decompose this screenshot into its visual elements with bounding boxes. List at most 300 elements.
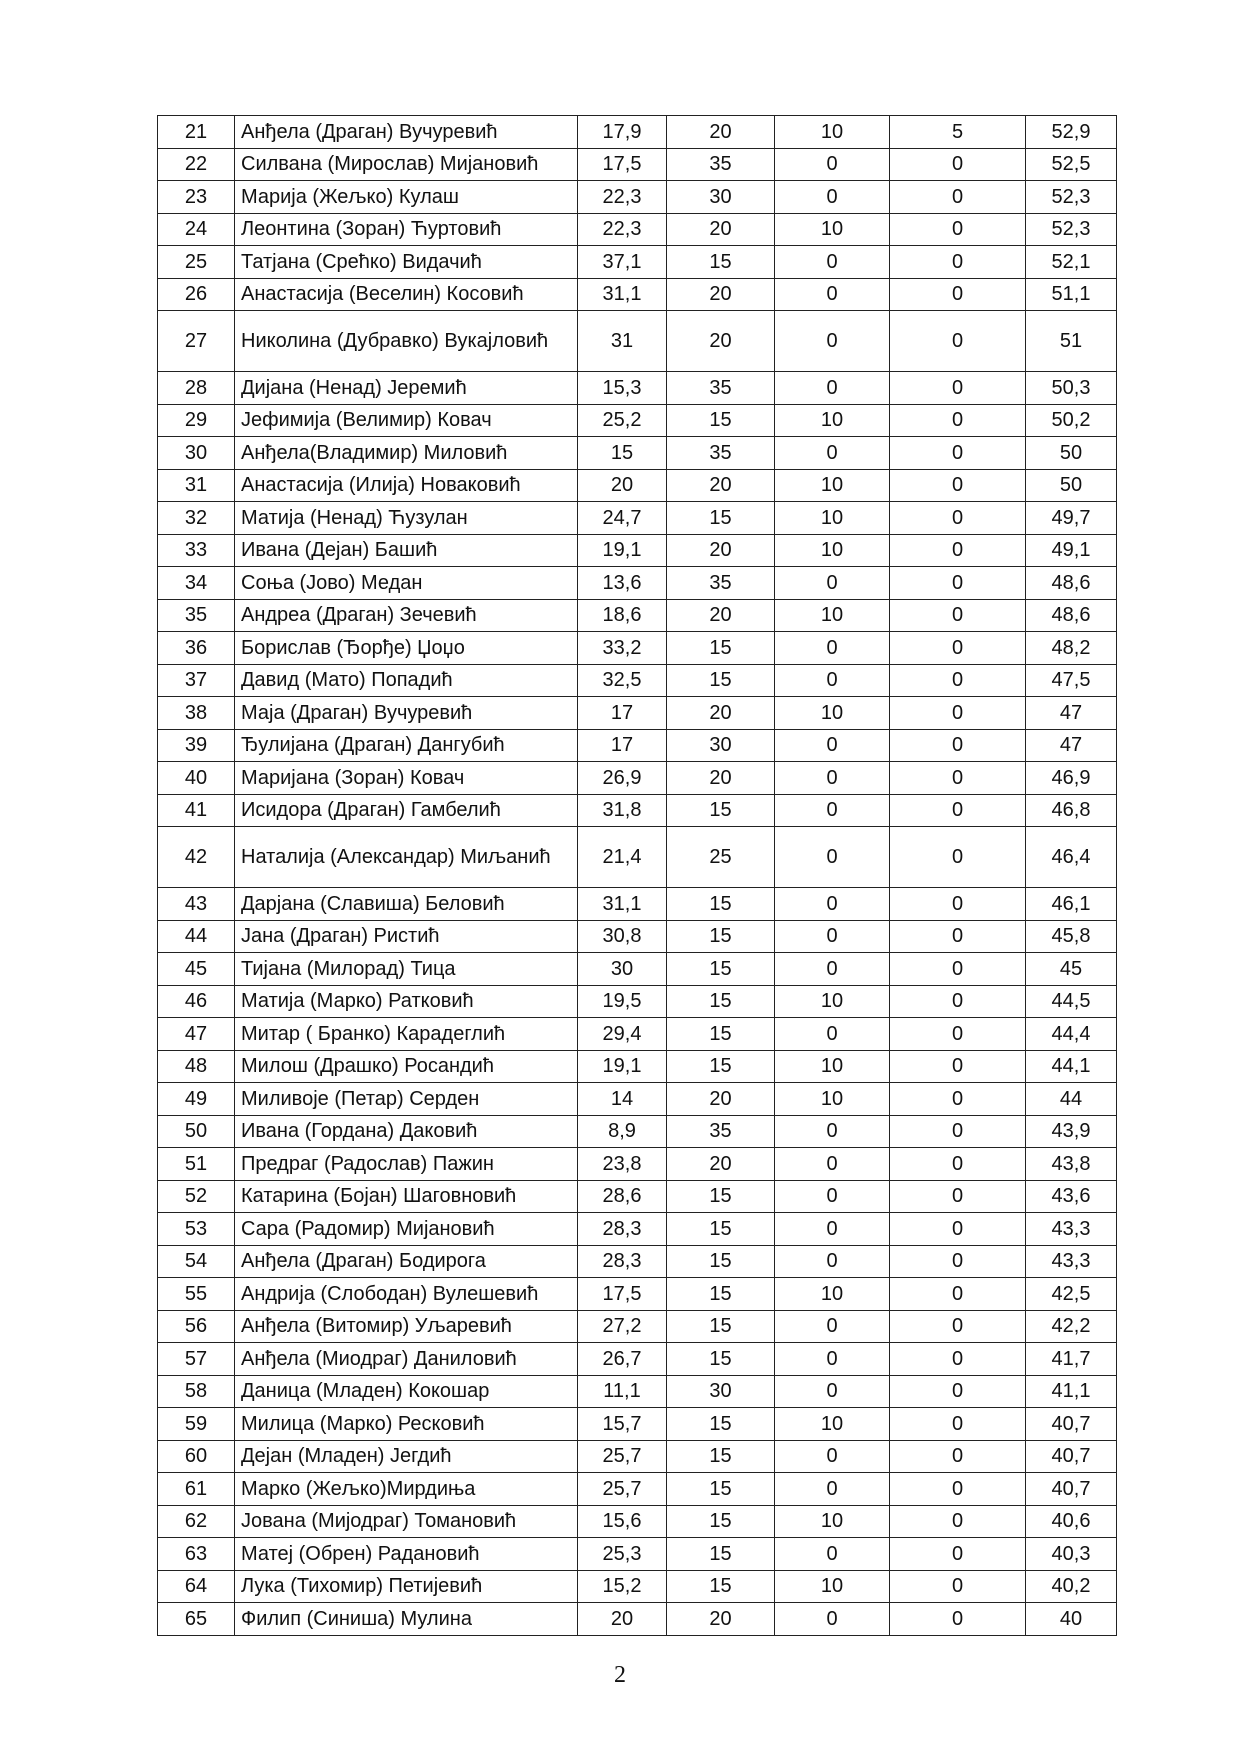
total-cell: 42,2	[1026, 1310, 1117, 1343]
total-cell: 49,7	[1026, 502, 1117, 535]
points-a-cell: 15	[667, 1245, 775, 1278]
points-c-cell: 0	[890, 311, 1026, 372]
points-b-cell: 0	[775, 729, 890, 762]
name-cell: Сара (Радомир) Мијановић	[235, 1213, 578, 1246]
score-cell: 37,1	[578, 246, 667, 279]
score-cell: 30,8	[578, 920, 667, 953]
rank-cell: 47	[158, 1018, 235, 1051]
points-a-cell: 35	[667, 372, 775, 405]
rank-cell: 32	[158, 502, 235, 535]
name-cell: Борислав (Ђорђе) Џоџо	[235, 632, 578, 665]
score-cell: 18,6	[578, 599, 667, 632]
table-row	[158, 404, 1117, 437]
rank-cell: 59	[158, 1408, 235, 1441]
name-cell: Маја (Драган) Вучуревић	[235, 697, 578, 730]
points-b-cell: 0	[775, 1440, 890, 1473]
score-cell: 28,3	[578, 1213, 667, 1246]
points-b-cell: 0	[775, 311, 890, 372]
score-cell: 22,3	[578, 181, 667, 214]
name-cell: Филип (Синиша) Мулина	[235, 1603, 578, 1636]
rank-cell: 62	[158, 1505, 235, 1538]
name-cell: Дејан (Младен) Јегдић	[235, 1440, 578, 1473]
table-row	[158, 729, 1117, 762]
table-row	[158, 116, 1117, 149]
total-cell: 43,8	[1026, 1148, 1117, 1181]
total-cell: 46,4	[1026, 827, 1117, 888]
score-cell: 13,6	[578, 567, 667, 600]
points-b-cell: 10	[775, 502, 890, 535]
rank-cell: 58	[158, 1375, 235, 1408]
rank-cell: 45	[158, 953, 235, 986]
points-c-cell: 0	[890, 1148, 1026, 1181]
points-b-cell: 10	[775, 985, 890, 1018]
points-c-cell: 0	[890, 1278, 1026, 1311]
table-row	[158, 534, 1117, 567]
rank-cell: 61	[158, 1473, 235, 1506]
rank-cell: 64	[158, 1570, 235, 1603]
total-cell: 50,3	[1026, 372, 1117, 405]
name-cell: Марија (Жељко) Кулаш	[235, 181, 578, 214]
points-b-cell: 0	[775, 664, 890, 697]
points-a-cell: 15	[667, 664, 775, 697]
name-cell: Матија (Ненад) Ћузулан	[235, 502, 578, 535]
score-cell: 33,2	[578, 632, 667, 665]
points-a-cell: 15	[667, 1408, 775, 1441]
name-cell: Милош (Драшко) Росандић	[235, 1050, 578, 1083]
table-row	[158, 1603, 1117, 1636]
rank-cell: 51	[158, 1148, 235, 1181]
score-cell: 22,3	[578, 213, 667, 246]
total-cell: 48,6	[1026, 599, 1117, 632]
rank-cell: 40	[158, 762, 235, 795]
points-a-cell: 20	[667, 278, 775, 311]
points-c-cell: 0	[890, 1018, 1026, 1051]
total-cell: 52,3	[1026, 181, 1117, 214]
score-cell: 17	[578, 729, 667, 762]
points-b-cell: 10	[775, 1050, 890, 1083]
table-row	[158, 794, 1117, 827]
rank-cell: 43	[158, 888, 235, 921]
total-cell: 49,1	[1026, 534, 1117, 567]
points-a-cell: 15	[667, 502, 775, 535]
table-row	[158, 469, 1117, 502]
score-cell: 21,4	[578, 827, 667, 888]
points-c-cell: 0	[890, 1505, 1026, 1538]
name-cell: Дарјана (Славиша) Беловић	[235, 888, 578, 921]
total-cell: 44,5	[1026, 985, 1117, 1018]
rank-cell: 34	[158, 567, 235, 600]
total-cell: 43,9	[1026, 1115, 1117, 1148]
total-cell: 41,7	[1026, 1343, 1117, 1376]
total-cell: 40,7	[1026, 1408, 1117, 1441]
points-b-cell: 10	[775, 116, 890, 149]
table-row	[158, 1408, 1117, 1441]
points-b-cell: 0	[775, 181, 890, 214]
table-row	[158, 1245, 1117, 1278]
points-b-cell: 0	[775, 246, 890, 279]
points-b-cell: 0	[775, 1310, 890, 1343]
score-cell: 30	[578, 953, 667, 986]
name-cell: Анђела (Драган) Бодирога	[235, 1245, 578, 1278]
score-cell: 25,7	[578, 1440, 667, 1473]
total-cell: 51	[1026, 311, 1117, 372]
points-a-cell: 15	[667, 1310, 775, 1343]
table-row	[158, 311, 1117, 372]
total-cell: 52,9	[1026, 116, 1117, 149]
name-cell: Маријана (Зоран) Ковач	[235, 762, 578, 795]
points-b-cell: 0	[775, 632, 890, 665]
name-cell: Митар ( Бранко) Карадеглић	[235, 1018, 578, 1051]
name-cell: Силвана (Мирослав) Мијановић	[235, 148, 578, 181]
points-b-cell: 0	[775, 1115, 890, 1148]
total-cell: 52,3	[1026, 213, 1117, 246]
points-a-cell: 30	[667, 1375, 775, 1408]
points-c-cell: 0	[890, 664, 1026, 697]
points-a-cell: 15	[667, 1050, 775, 1083]
points-b-cell: 0	[775, 827, 890, 888]
rank-cell: 57	[158, 1343, 235, 1376]
name-cell: Јана (Драган) Ристић	[235, 920, 578, 953]
score-cell: 29,4	[578, 1018, 667, 1051]
score-cell: 24,7	[578, 502, 667, 535]
rank-cell: 50	[158, 1115, 235, 1148]
points-c-cell: 0	[890, 888, 1026, 921]
points-a-cell: 15	[667, 1570, 775, 1603]
points-a-cell: 15	[667, 1180, 775, 1213]
score-cell: 26,9	[578, 762, 667, 795]
total-cell: 47	[1026, 729, 1117, 762]
total-cell: 40	[1026, 1603, 1117, 1636]
table-row	[158, 697, 1117, 730]
points-b-cell: 0	[775, 567, 890, 600]
name-cell: Катарина (Бојан) Шаговновић	[235, 1180, 578, 1213]
points-a-cell: 20	[667, 1603, 775, 1636]
points-a-cell: 15	[667, 1343, 775, 1376]
total-cell: 48,2	[1026, 632, 1117, 665]
table-row	[158, 1050, 1117, 1083]
total-cell: 51,1	[1026, 278, 1117, 311]
points-c-cell: 0	[890, 985, 1026, 1018]
name-cell: Анастасија (Илија) Новаковић	[235, 469, 578, 502]
table-body	[158, 116, 1117, 1636]
score-cell: 31,8	[578, 794, 667, 827]
score-cell: 14	[578, 1083, 667, 1116]
score-cell: 19,5	[578, 985, 667, 1018]
score-cell: 31,1	[578, 888, 667, 921]
points-c-cell: 0	[890, 181, 1026, 214]
total-cell: 46,1	[1026, 888, 1117, 921]
score-cell: 28,3	[578, 1245, 667, 1278]
score-cell: 19,1	[578, 534, 667, 567]
rank-cell: 41	[158, 794, 235, 827]
score-cell: 17,5	[578, 148, 667, 181]
points-a-cell: 35	[667, 148, 775, 181]
points-b-cell: 0	[775, 794, 890, 827]
rank-cell: 54	[158, 1245, 235, 1278]
score-cell: 17,5	[578, 1278, 667, 1311]
points-a-cell: 15	[667, 404, 775, 437]
name-cell: Дијана (Ненад) Јеремић	[235, 372, 578, 405]
rank-cell: 38	[158, 697, 235, 730]
score-cell: 20	[578, 1603, 667, 1636]
table-row	[158, 1213, 1117, 1246]
rank-cell: 63	[158, 1538, 235, 1571]
score-cell: 20	[578, 469, 667, 502]
points-b-cell: 0	[775, 920, 890, 953]
points-a-cell: 15	[667, 1213, 775, 1246]
name-cell: Миливоје (Петар) Серден	[235, 1083, 578, 1116]
total-cell: 50	[1026, 437, 1117, 470]
points-b-cell: 10	[775, 404, 890, 437]
name-cell: Андрија (Слободан) Вулешевић	[235, 1278, 578, 1311]
table-row	[158, 1115, 1117, 1148]
name-cell: Матеј (Обрен) Радановић	[235, 1538, 578, 1571]
points-c-cell: 0	[890, 502, 1026, 535]
points-b-cell: 0	[775, 1375, 890, 1408]
points-b-cell: 0	[775, 762, 890, 795]
rank-cell: 26	[158, 278, 235, 311]
points-c-cell: 0	[890, 213, 1026, 246]
rank-cell: 48	[158, 1050, 235, 1083]
table-row	[158, 567, 1117, 600]
rank-cell: 36	[158, 632, 235, 665]
rank-cell: 30	[158, 437, 235, 470]
points-c-cell: 0	[890, 1213, 1026, 1246]
name-cell: Даница (Младен) Кокошар	[235, 1375, 578, 1408]
name-cell: Соња (Јово) Медан	[235, 567, 578, 600]
points-a-cell: 15	[667, 1018, 775, 1051]
table-row	[158, 246, 1117, 279]
points-b-cell: 10	[775, 1278, 890, 1311]
rank-cell: 39	[158, 729, 235, 762]
total-cell: 40,6	[1026, 1505, 1117, 1538]
total-cell: 48,6	[1026, 567, 1117, 600]
points-b-cell: 10	[775, 599, 890, 632]
total-cell: 52,5	[1026, 148, 1117, 181]
points-c-cell: 0	[890, 1440, 1026, 1473]
points-c-cell: 0	[890, 372, 1026, 405]
total-cell: 44	[1026, 1083, 1117, 1116]
table-row	[158, 827, 1117, 888]
name-cell: Милица (Марко) Ресковић	[235, 1408, 578, 1441]
name-cell: Ивана (Дејан) Башић	[235, 534, 578, 567]
rank-cell: 25	[158, 246, 235, 279]
points-b-cell: 0	[775, 953, 890, 986]
points-c-cell: 0	[890, 404, 1026, 437]
total-cell: 47,5	[1026, 664, 1117, 697]
rank-cell: 42	[158, 827, 235, 888]
name-cell: Андреа (Драган) Зечевић	[235, 599, 578, 632]
score-cell: 31	[578, 311, 667, 372]
points-a-cell: 20	[667, 469, 775, 502]
points-c-cell: 0	[890, 1083, 1026, 1116]
points-c-cell: 0	[890, 599, 1026, 632]
points-b-cell: 10	[775, 213, 890, 246]
total-cell: 43,3	[1026, 1213, 1117, 1246]
points-b-cell: 10	[775, 1408, 890, 1441]
table-row	[158, 1505, 1117, 1538]
score-cell: 32,5	[578, 664, 667, 697]
points-c-cell: 0	[890, 794, 1026, 827]
table-row	[158, 664, 1117, 697]
rank-cell: 23	[158, 181, 235, 214]
points-a-cell: 15	[667, 1473, 775, 1506]
score-cell: 26,7	[578, 1343, 667, 1376]
table-row	[158, 372, 1117, 405]
table-row	[158, 1278, 1117, 1311]
points-c-cell: 0	[890, 920, 1026, 953]
points-a-cell: 20	[667, 311, 775, 372]
points-a-cell: 35	[667, 437, 775, 470]
points-a-cell: 35	[667, 1115, 775, 1148]
points-a-cell: 15	[667, 888, 775, 921]
points-b-cell: 0	[775, 148, 890, 181]
points-c-cell: 0	[890, 1375, 1026, 1408]
points-c-cell: 0	[890, 278, 1026, 311]
score-cell: 27,2	[578, 1310, 667, 1343]
total-cell: 40,7	[1026, 1440, 1117, 1473]
rank-cell: 55	[158, 1278, 235, 1311]
points-c-cell: 0	[890, 246, 1026, 279]
points-a-cell: 20	[667, 1148, 775, 1181]
points-c-cell: 0	[890, 697, 1026, 730]
name-cell: Анастасија (Веселин) Косовић	[235, 278, 578, 311]
points-a-cell: 20	[667, 1083, 775, 1116]
rank-cell: 21	[158, 116, 235, 149]
score-cell: 11,1	[578, 1375, 667, 1408]
points-b-cell: 0	[775, 888, 890, 921]
points-c-cell: 0	[890, 534, 1026, 567]
score-cell: 8,9	[578, 1115, 667, 1148]
points-b-cell: 0	[775, 437, 890, 470]
score-cell: 15	[578, 437, 667, 470]
points-b-cell: 10	[775, 697, 890, 730]
total-cell: 50,2	[1026, 404, 1117, 437]
table-row	[158, 953, 1117, 986]
rank-cell: 33	[158, 534, 235, 567]
points-c-cell: 0	[890, 953, 1026, 986]
points-c-cell: 0	[890, 632, 1026, 665]
total-cell: 40,2	[1026, 1570, 1117, 1603]
score-cell: 15,2	[578, 1570, 667, 1603]
points-a-cell: 15	[667, 794, 775, 827]
points-c-cell: 0	[890, 469, 1026, 502]
table-row	[158, 888, 1117, 921]
points-c-cell: 0	[890, 1115, 1026, 1148]
table-row	[158, 1440, 1117, 1473]
points-b-cell: 10	[775, 1570, 890, 1603]
points-c-cell: 0	[890, 1538, 1026, 1571]
points-b-cell: 0	[775, 1473, 890, 1506]
points-b-cell: 0	[775, 1245, 890, 1278]
total-cell: 44,4	[1026, 1018, 1117, 1051]
points-b-cell: 0	[775, 1180, 890, 1213]
points-a-cell: 20	[667, 762, 775, 795]
rank-cell: 37	[158, 664, 235, 697]
points-b-cell: 10	[775, 534, 890, 567]
name-cell: Анђела (Драган) Вучуревић	[235, 116, 578, 149]
name-cell: Лука (Тихомир) Петијевић	[235, 1570, 578, 1603]
points-c-cell: 0	[890, 729, 1026, 762]
score-cell: 15,3	[578, 372, 667, 405]
score-cell: 17,9	[578, 116, 667, 149]
points-c-cell: 0	[890, 1570, 1026, 1603]
table-row	[158, 632, 1117, 665]
table-row	[158, 762, 1117, 795]
points-b-cell: 0	[775, 278, 890, 311]
rank-cell: 46	[158, 985, 235, 1018]
ranking-table	[157, 115, 1117, 1636]
points-a-cell: 30	[667, 729, 775, 762]
points-a-cell: 15	[667, 246, 775, 279]
points-a-cell: 15	[667, 1538, 775, 1571]
table-row	[158, 278, 1117, 311]
score-cell: 23,8	[578, 1148, 667, 1181]
table-row	[158, 148, 1117, 181]
rank-cell: 56	[158, 1310, 235, 1343]
rank-cell: 31	[158, 469, 235, 502]
total-cell: 52,1	[1026, 246, 1117, 279]
total-cell: 44,1	[1026, 1050, 1117, 1083]
name-cell: Татјана (Срећко) Видачић	[235, 246, 578, 279]
points-a-cell: 25	[667, 827, 775, 888]
score-cell: 17	[578, 697, 667, 730]
points-b-cell: 0	[775, 1538, 890, 1571]
points-b-cell: 0	[775, 372, 890, 405]
table-row	[158, 985, 1117, 1018]
table-row	[158, 502, 1117, 535]
points-c-cell: 0	[890, 1603, 1026, 1636]
points-a-cell: 15	[667, 953, 775, 986]
total-cell: 43,3	[1026, 1245, 1117, 1278]
rank-cell: 65	[158, 1603, 235, 1636]
points-b-cell: 10	[775, 469, 890, 502]
table-row	[158, 1570, 1117, 1603]
name-cell: Анђела (Миодраг) Даниловић	[235, 1343, 578, 1376]
rank-cell: 28	[158, 372, 235, 405]
total-cell: 45	[1026, 953, 1117, 986]
table-row	[158, 1083, 1117, 1116]
name-cell: Анђела(Владимир) Миловић	[235, 437, 578, 470]
rank-cell: 49	[158, 1083, 235, 1116]
points-b-cell: 10	[775, 1083, 890, 1116]
points-a-cell: 15	[667, 920, 775, 953]
points-c-cell: 0	[890, 762, 1026, 795]
points-b-cell: 0	[775, 1603, 890, 1636]
total-cell: 42,5	[1026, 1278, 1117, 1311]
table-row	[158, 599, 1117, 632]
score-cell: 19,1	[578, 1050, 667, 1083]
table-row	[158, 1310, 1117, 1343]
rank-cell: 44	[158, 920, 235, 953]
points-c-cell: 0	[890, 1180, 1026, 1213]
points-b-cell: 0	[775, 1213, 890, 1246]
name-cell: Јована (Мијодраг) Томановић	[235, 1505, 578, 1538]
name-cell: Јефимија (Велимир) Ковач	[235, 404, 578, 437]
total-cell: 45,8	[1026, 920, 1117, 953]
rank-cell: 29	[158, 404, 235, 437]
name-cell: Давид (Мато) Попадић	[235, 664, 578, 697]
points-a-cell: 15	[667, 985, 775, 1018]
name-cell: Леонтина (Зоран) Ћуртовић	[235, 213, 578, 246]
table-row	[158, 920, 1117, 953]
total-cell: 43,6	[1026, 1180, 1117, 1213]
name-cell: Ивана (Гордана) Даковић	[235, 1115, 578, 1148]
points-a-cell: 15	[667, 1505, 775, 1538]
table-row	[158, 1018, 1117, 1051]
table-row	[158, 1538, 1117, 1571]
name-cell: Марко (Жељко)Мирдиња	[235, 1473, 578, 1506]
